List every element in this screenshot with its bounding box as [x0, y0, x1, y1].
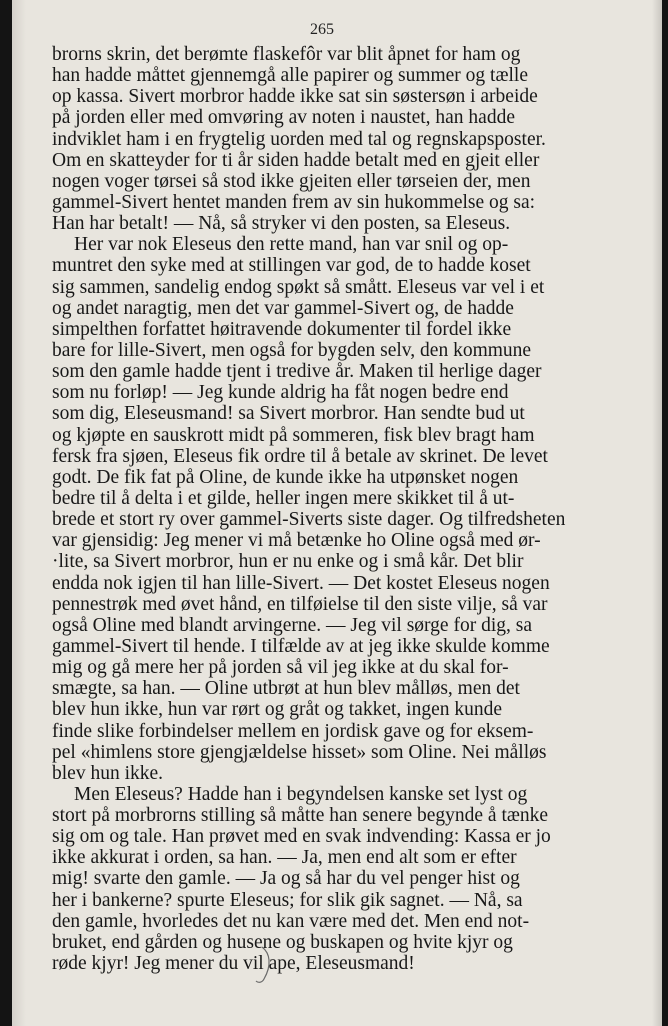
text-line: som dig, Eleseusmand! sa Sivert morbror. Han sendte bud ut — [52, 403, 525, 425]
text-line: som nu forløp! — Jeg kunde aldrig ha fåt nogen bedre end — [52, 382, 509, 404]
text-line: på jorden eller med omvøring av noten i naustet, han hadde — [52, 107, 515, 129]
text-line: mig! svarte den gamle. — Ja og så har du vel penger hist og — [52, 868, 520, 890]
text-line: som den gamle hadde tjent i tredive år. Maken til herlige dager — [52, 361, 542, 383]
text-line: blev hun ikke, hun var rørt og gråt og takket, ingen kunde — [52, 699, 503, 721]
text-line: Her var nok Eleseus den rette mand, han var snil og op- — [74, 234, 509, 256]
text-line: bare for lille-Sivert, men også for bygden selv, den kommune — [52, 339, 532, 361]
page-edge-shadow — [652, 0, 662, 1026]
text-line: her i bankerne? spurte Eleseus; for slik gik sagnet. — Nå, sa — [52, 889, 523, 911]
text-line: brede et stort ry over gammel-Siverts siste dager. Og tilfredsheten — [52, 509, 566, 531]
text-line: stort på morbrorns stilling så måtte han senere begynde å tænke — [52, 805, 549, 827]
text-line: gammel-Sivert til hende. I tilfælde av at jeg ikke skulde komme — [52, 635, 550, 657]
text-line: smægte, sa han. — Oline utbrøt at hun blev målløs, men det — [52, 678, 520, 700]
text-line: den gamle, hvorledes det nu kan være med det. Men end not- — [52, 910, 530, 932]
text-line: endda nok igjen til han lille-Sivert. — Det kostet Eleseus nogen — [52, 572, 550, 594]
text-line: indviklet ham i en frygtelig uorden med tal og regnskapsposter. — [52, 128, 546, 150]
text-line: simpelthen forfattet høitravende dokumenter til fordel ikke — [52, 318, 512, 340]
text-line: Men Eleseus? Hadde han i begyndelsen kanske set lyst og — [74, 783, 528, 805]
text-line: ikke akkurat i orden, sa han. — Ja, men end alt som er efter — [52, 847, 517, 869]
page-number: 265 — [310, 21, 334, 38]
book-page — [12, 0, 662, 1026]
text-line: Han har betalt! — Nå, så stryker vi den posten, sa Eleseus. — [52, 213, 511, 235]
text-line: muntret den syke med at stillingen var god, de to hadde koset — [52, 255, 531, 277]
text-line: nogen voger tørsei så stod ikke gjeiten eller tørseien der, men — [52, 170, 531, 192]
pencil-mark — [250, 945, 274, 985]
text-line: Om en skatteyder for ti år siden hadde betalt med en gjeit eller — [52, 149, 540, 171]
page-gutter — [12, 0, 26, 1026]
text-line: bruket, end gården og husene og buskapen og hvite kjyr og — [52, 931, 513, 953]
text-line: røde kjyr! Jeg mener du vil ape, Eleseusmand! — [52, 953, 415, 975]
text-line: brorns skrin, det berømte flaskefôr var blit åpnet for ham og — [52, 44, 521, 65]
text-line: sig om og tale. Han prøvet med en svak indvending: Kassa er jo — [52, 826, 551, 848]
text-line: pel «himlens store gjengjældelse hisset» som Oline. Nei målløs — [52, 741, 547, 763]
text-line: finde slike forbindelser mellem en jordisk gave og for eksem- — [52, 720, 534, 742]
text-line: blev hun ikke. — [52, 762, 164, 784]
text-line: bedre til å delta i et gilde, heller ingen mere skikket til å ut- — [52, 487, 515, 509]
text-line: mig og gå mere her på jorden så vil jeg ikke at du skal for- — [52, 657, 509, 679]
text-line: og kjøpte en sauskrott midt på sommeren, fisk blev bragt ham — [52, 424, 535, 446]
text-line: ·lite, sa Sivert morbror, hun er nu enke og i små kår. Det blir — [52, 551, 524, 573]
text-line: gammel-Sivert hentet manden frem av sin hukommelse og sa: — [52, 191, 536, 213]
text-line: var gjensidig: Jeg mener vi må betænke ho Oline også med ør- — [52, 530, 541, 552]
text-line: fersk fra sjøen, Eleseus fik ordre til å betale av skrinet. De levet — [52, 445, 548, 467]
text-line: også Oline med blandt arvingerne. — Jeg vil sørge for dig, sa — [52, 614, 532, 636]
text-line: op kassa. Sivert morbror hadde ikke sat sin søstersøn i arbeide — [52, 86, 538, 108]
text-line: og andet naragtig, men det var gammel-Sivert og, de hadde — [52, 297, 514, 319]
text-line: han hadde måttet gjennemgå alle papirer og summer og tælle — [52, 65, 528, 87]
body-text — [52, 44, 588, 974]
text-line: pennestrøk med øvet hånd, en tilføielse til den siste vilje, så var — [52, 593, 548, 615]
text-line: sig sammen, sandelig endog spøkt så smått. Eleseus var vel i et — [52, 276, 545, 298]
text-line: godt. De fik fat på Oline, de kunde ikke ha utpønsket nogen — [52, 466, 519, 488]
